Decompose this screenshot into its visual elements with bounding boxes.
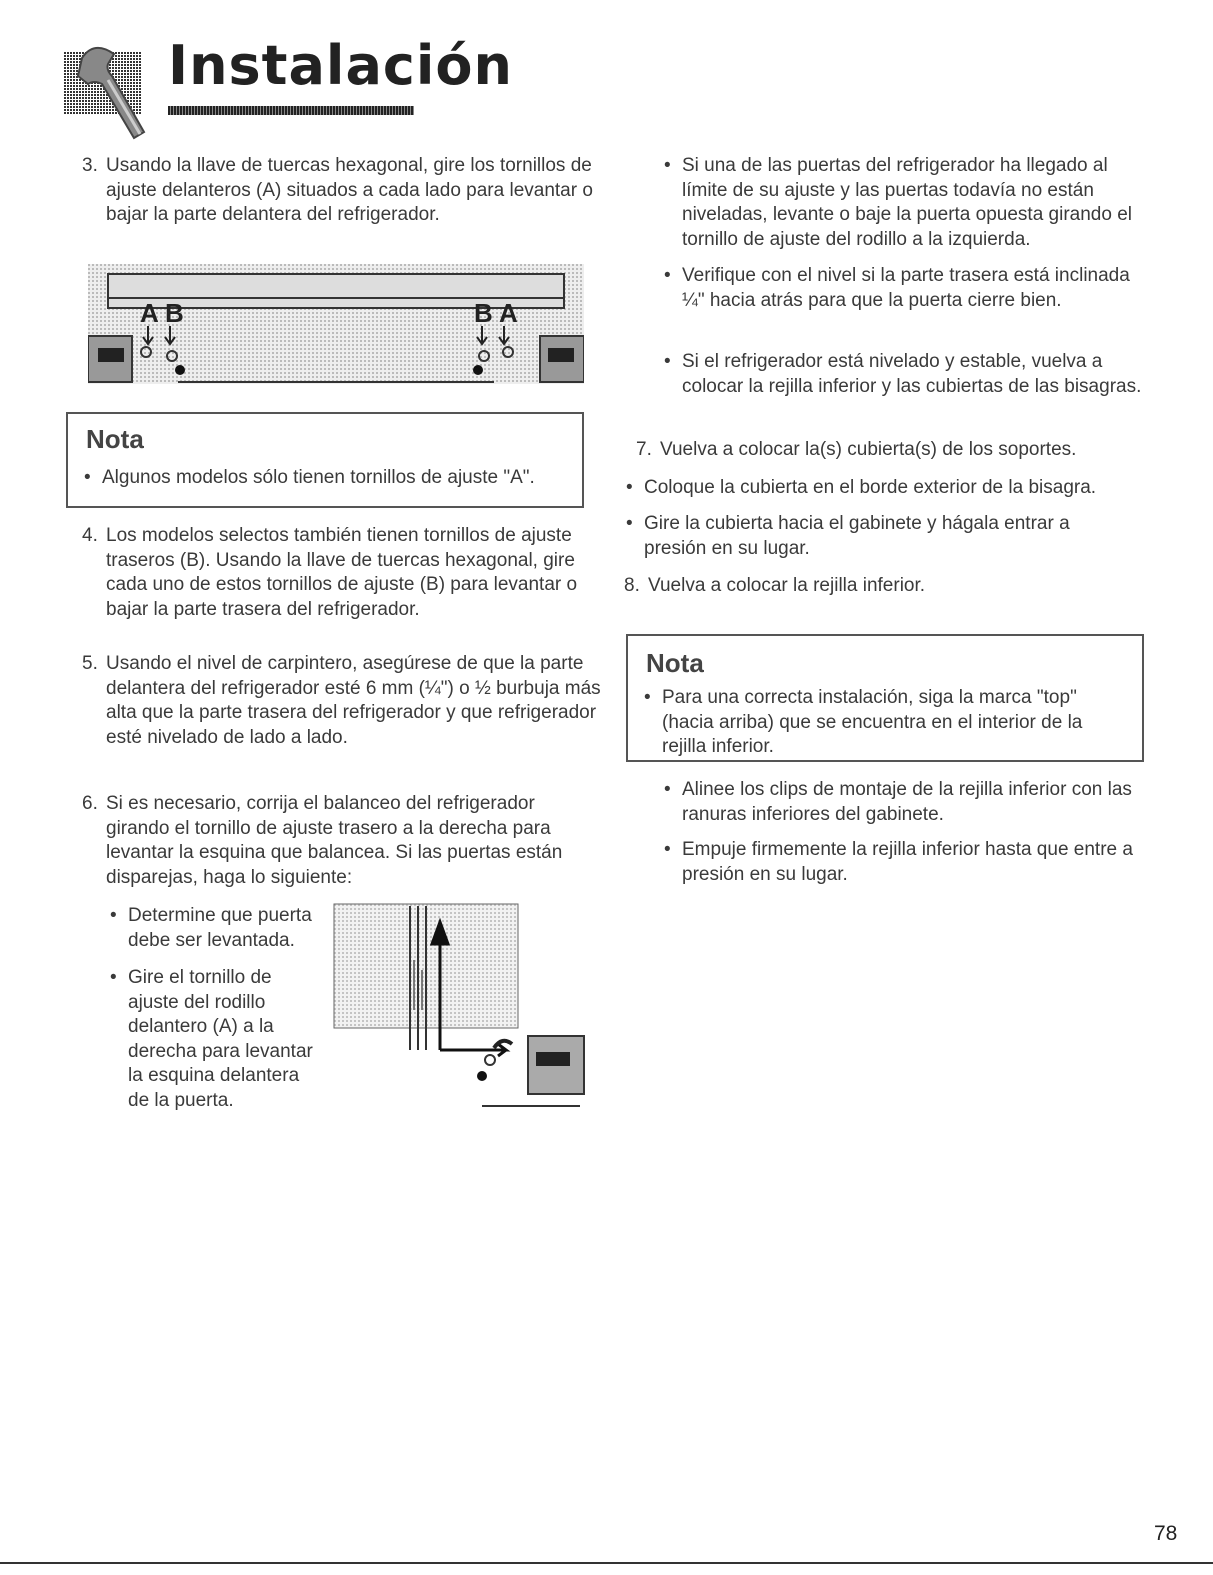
list-item: • Verifique con el nivel si la parte trasera está inclinada ¼" hacia atrás para que la puerta cierre bien. <box>664 265 1130 311</box>
bullet-dot: • <box>626 513 633 534</box>
step-number: 4. <box>82 525 98 546</box>
header <box>64 30 513 135</box>
step-text: Usando el nivel de carpintero, asegúrese de que la parte delantera del refrigerador esté 6 mm (¼") o ½ burbuja más alta que la parte trasera del refrigerador y que refrigerador esté nivelado de lado a lado. <box>106 653 601 748</box>
bullet-dot: • <box>110 905 117 926</box>
step-number: 3. <box>82 155 98 176</box>
step-text: Vuelva a colocar la rejilla inferior. <box>648 575 926 596</box>
bullet-dot: • <box>664 351 671 372</box>
list-item: • Alinee los clips de montaje de la rejilla inferior con las ranuras inferiores del gabinete. <box>664 779 1132 825</box>
label-right: B A <box>474 298 518 328</box>
step-3 <box>82 154 602 228</box>
list-item: • Determine que puerta debe ser levantada. <box>110 905 312 951</box>
title-underline <box>168 106 414 115</box>
bullet-dot: • <box>110 967 117 988</box>
step-6 <box>82 792 602 890</box>
bullet-dot: • <box>664 155 671 176</box>
step-number: 5. <box>82 653 98 674</box>
front-adjust-diagram <box>88 264 584 386</box>
note-box <box>626 634 1144 762</box>
label-left: A B <box>140 298 184 328</box>
list-item: • Gire el tornillo de ajuste del rodillo delantero (A) a la derecha para levantar la esquina delantera de la puerta. <box>110 967 313 1111</box>
bullet-dot: • <box>664 779 671 800</box>
step-number: 6. <box>82 793 98 814</box>
step-8 <box>624 574 1144 599</box>
list-item: • Si una de las puertas del refrigerador ha llegado al límite de su ajuste y las puertas todavía no están niveladas, levante o baje la puerta opuesta girando el tornillo de ajuste del rodillo a la izquierda. <box>664 155 1132 250</box>
note-bullet: • Para una correcta instalación, siga la marca "top" (hacia arriba) que se encuentra en el interior de la rejilla inferior. <box>644 687 1083 757</box>
bullet-dot: • <box>626 477 633 498</box>
list-item: • Gire la cubierta hacia el gabinete y hágala entrar a presión en su lugar. <box>626 513 1070 559</box>
list-item: • Si el refrigerador está nivelado y estable, vuelva a colocar la rejilla inferior y las cubiertas de las bisagras. <box>664 351 1142 397</box>
step-text: Si es necesario, corrija el balanceo del refrigerador girando el tornillo de ajuste trasero a la derecha para levantar la esquina que balancea. Si las puertas están disparejas, haga lo siguiente: <box>106 793 563 888</box>
page-number: 78 <box>1154 1522 1178 1545</box>
bullet-dot: • <box>644 687 651 708</box>
list-item: • Empuje firmemente la rejilla inferior hasta que entre a presión en su lugar. <box>664 839 1133 885</box>
bullet-dot: • <box>664 839 671 860</box>
step-7 <box>636 438 1156 463</box>
step-text: Usando la llave de tuercas hexagonal, gire los tornillos de ajuste delanteros (A) situados a cada lado para levantar o bajar la parte delantera del refrigerador. <box>106 155 593 225</box>
bullet-dot: • <box>84 467 91 488</box>
note-title: Nota <box>646 648 704 678</box>
wrench-icon <box>64 40 154 140</box>
footer-rule <box>0 1562 1213 1564</box>
step-number: 8. <box>624 575 640 596</box>
step-text: Vuelva a colocar la(s) cubierta(s) de los soportes. <box>660 439 1077 460</box>
page-title: Instalación <box>168 34 513 97</box>
step-number: 7. <box>636 439 652 460</box>
door-adjust-diagram <box>330 900 592 1110</box>
note-bullet: • Algunos modelos sólo tienen tornillos de ajuste "A". <box>84 466 574 491</box>
step-text: Los modelos selectos también tienen tornillos de ajuste traseros (B). Usando la llave de tuercas hexagonal, gire cada uno de estos tornillos de ajuste (B) para levantar o bajar la parte trasera del refrigerador. <box>106 525 578 620</box>
list-item: • Coloque la cubierta en el borde exterior de la bisagra. <box>626 476 1156 501</box>
step-5 <box>82 652 602 750</box>
note-box <box>66 412 584 508</box>
note-title: Nota <box>86 424 144 454</box>
bullet-dot: • <box>664 265 671 286</box>
step-4 <box>82 524 602 622</box>
